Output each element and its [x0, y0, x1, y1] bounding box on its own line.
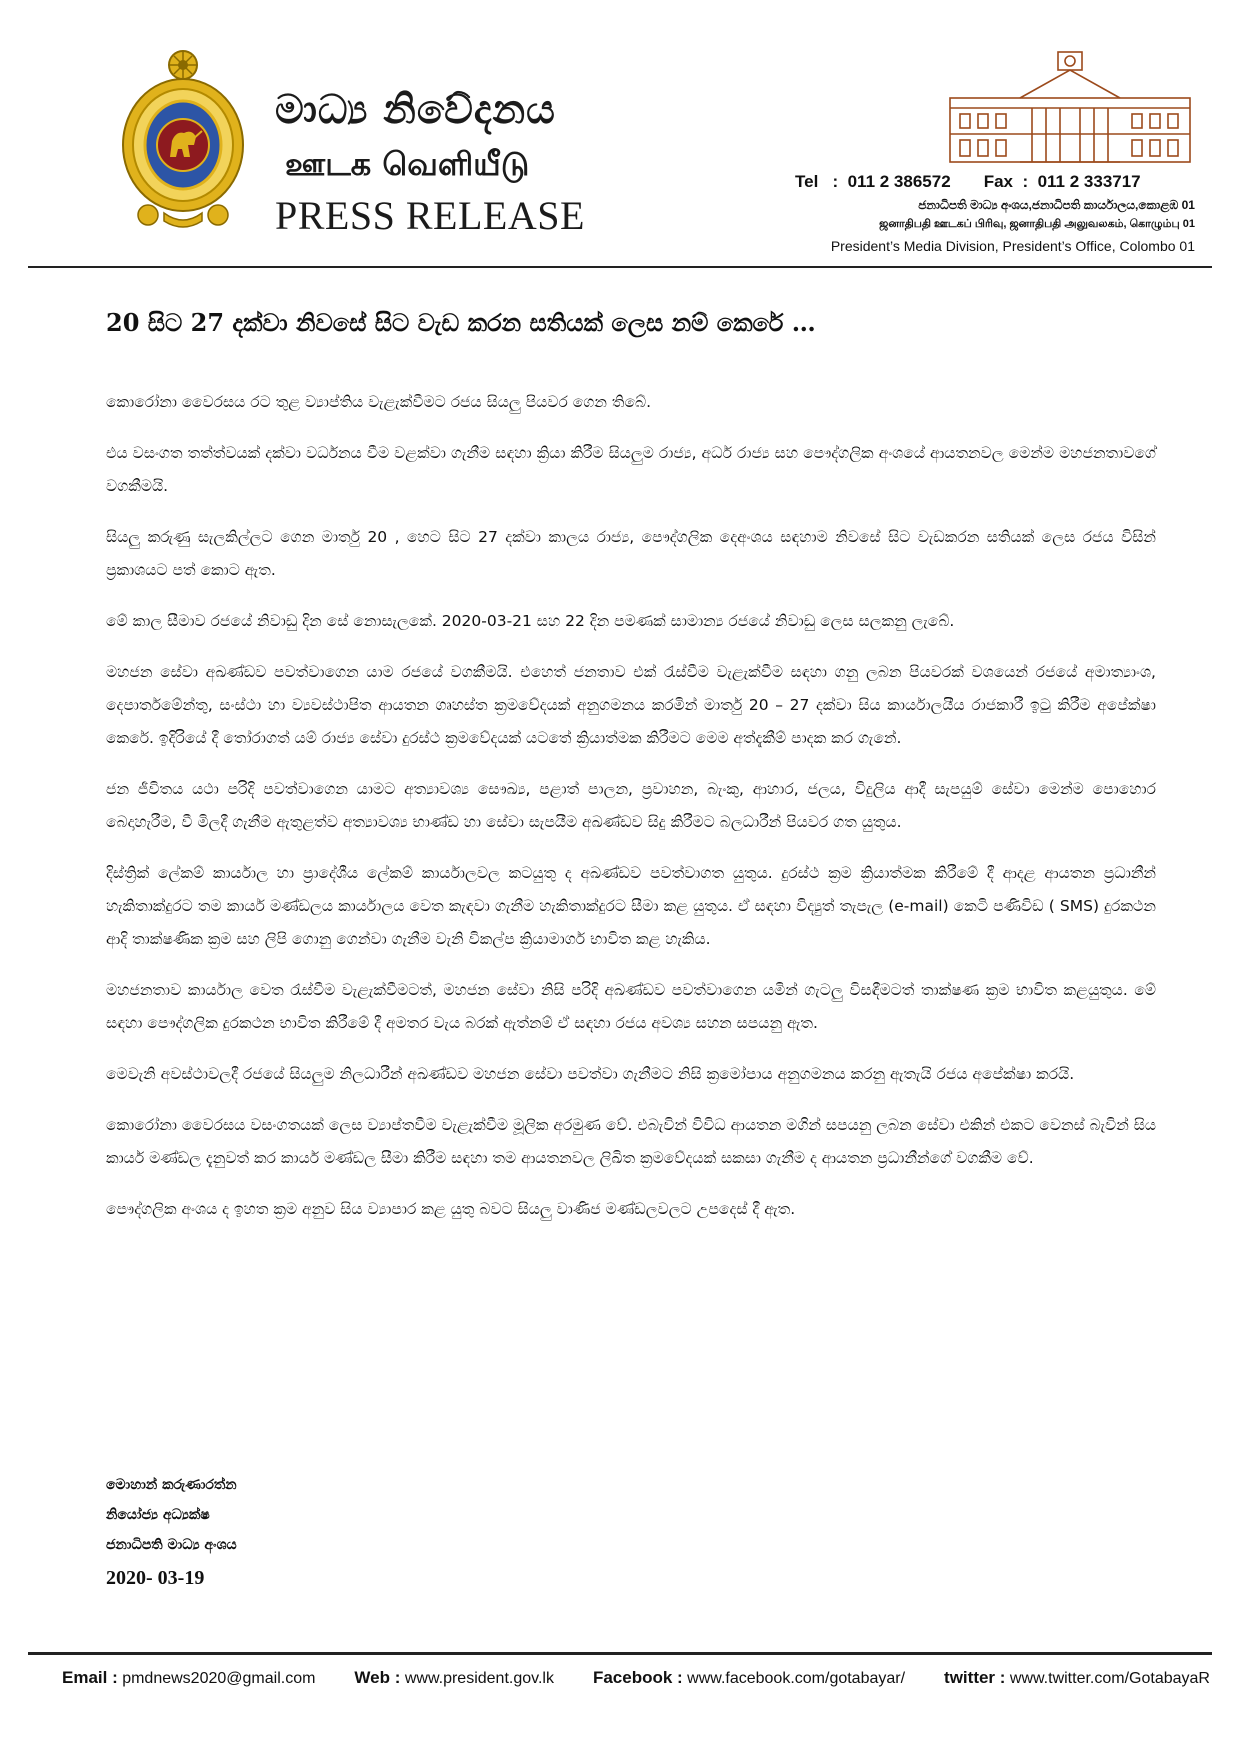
paragraph: කොරෝනා වෛරසය වසංගතයක් ලෙස ව්‍යාප්තවීම වැළැක්වීම මූලික අරමුණ වේ. එබැවින් විවිධ ආයතන මගින් සපයනු ලබන සේවා එකින් එකට වෙනස් බැවින් සිය කාර්ය මණ්ඩල දැනුවත් කර කාර්ය මණ්ඩල සීමා කිරීම සඳහා තම ආයතනවල ලිඛිත ක්‍රමවේදයක් සකසා ගැනීම ද ආයතන ප්‍රධානීන්ගේ වගකීම වේ. — [106, 1116, 1156, 1167]
signatory-office: ජනාධිපති මාධ්‍ය අංශය — [106, 1537, 237, 1553]
signatory-title: නියෝජ්‍ය අධ්‍යක්ෂ — [106, 1507, 210, 1523]
paragraph: දිස්ත්‍රික් ලේකම් කාර්යාල හා ප්‍රාදේශීය ලේකම් කාර්යාලවල කටයුතු ද අඛණ්ඩව පවත්වාගත යුතුය. දුරස්ථ ක්‍රම ක්‍රියාත්මක කිරීමේ දී ආදළ ආයතන ප්‍රධානීන් හැකිතාක්දුරට තම කාර්ය මණ්ඩලය කාර්යාලය වෙත කැඳවා ගැනීම හැකිතාක්දුරට සීමා කළ යුතුය. ඒ සඳහා විද්‍යුත් තැපැල (e-mail) කෙටි පණිවිඩ ( SMS) දුරකථන ආදි තාක්ෂණික ක්‍රම සහ ලිපි ගොනු ගෙන්වා ගැනීම වැනි විකල්ප ක්‍රියාමාර්ග භාවිත කළ හැකිය. — [106, 864, 1156, 948]
signature-block — [106, 1470, 237, 1560]
press-release-body — [106, 386, 1156, 1244]
contact-block — [795, 172, 1195, 254]
office-address-english: President’s Media Division, President’s Office, Colombo 01 — [830, 238, 1195, 254]
header-divider — [28, 266, 1212, 268]
phone-fax-line: Tel : 011 2 386572 Fax : 011 2 333717 — [795, 172, 1141, 191]
title-tamil: ஊடக வெளியீடு — [285, 145, 530, 183]
footer-email — [62, 1668, 315, 1688]
office-address-sinhala: ජනාධිපති මාධ්‍ය අංශය,ජනාධිපති කාර්යාලය,කොළඹ 01 — [918, 198, 1195, 212]
footer-divider — [28, 1652, 1212, 1655]
fax-value: 011 2 333717 — [1037, 172, 1141, 191]
tel-label: Tel — [795, 172, 819, 191]
tel-value: 011 2 386572 — [847, 172, 951, 191]
masthead-titles — [275, 87, 585, 238]
facebook-link[interactable]: www.facebook.com/gotabayar/ — [687, 1670, 906, 1687]
headline: 20 සිට 27 දක්වා නිවසේ සිට වැඩ කරන සතියක් ලෙස නම් කෙරේ … — [106, 308, 816, 337]
title-english: PRESS RELEASE — [275, 193, 585, 238]
fax-label: Fax — [983, 172, 1014, 191]
title-sinhala: මාධ්‍ය නිවේදනය — [275, 87, 556, 133]
release-date: 2020- 03-19 — [106, 1567, 205, 1589]
signatory-name: මොහාන් කරුණාරත්න — [106, 1477, 237, 1493]
paragraph: එය වසංගත තත්ත්වයක් දක්වා වර්ධනය වීම වළක්වා ගැනීම සඳහා ක්‍රියා කිරීම සියලුම රාජ්‍ය, අර්ධ රාජ්‍ය සහ පෞද්ගලික අංශයේ ආයතනවල මෙන්ම මහජනතාවගේ වගකීමයි. — [106, 444, 1156, 495]
web-label: Web : — [354, 1668, 401, 1687]
sri-lanka-emblem-icon — [118, 45, 248, 235]
office-address-tamil: ஜனாதிபதி ஊடகப் பிரிவு, ஜனாதிபதி அலுவலகம், கொழும்பு 01 — [879, 218, 1195, 230]
paragraph: මේ කාල සීමාව රජයේ නිවාඩු දින සේ නොසැලකේ. 2020-03-21 සහ 22 දින පමණක් සාමාන්‍ය රජයේ නිවාඩු ලෙස සලකනු ලැබේ. — [106, 612, 955, 630]
facebook-label: Facebook : — [592, 1668, 683, 1687]
footer-contacts — [62, 1668, 1210, 1688]
footer-facebook — [593, 1668, 905, 1688]
footer-twitter — [944, 1668, 1210, 1688]
presidents-office-building-icon — [940, 48, 1200, 166]
footer-web — [354, 1668, 554, 1688]
email-link[interactable]: pmdnews2020@gmail.com — [122, 1670, 316, 1687]
email-label: Email : — [62, 1668, 118, 1687]
paragraph: කොරෝනා වෛරසය රට තුළ ව්‍යාප්තිය වැළැක්වීමට රජය සියලු පියවර ගෙන තිබේ. — [106, 393, 652, 411]
paragraph: මහජන සේවා අඛණ්ඩව පවත්වාගෙන යාම රජයේ වගකීමයි. එහෙත් ජනතාව එක් රැස්වීම වැළැක්වීම සඳහා ගනු ලබන පියවරක් වශයෙන් රජයේ අමාත්‍යාංශ, දෙපාර්තමේන්තු, සංස්ථා හා ව්‍යවස්ථාපිත ආයතන ගෘහස්ත ක්‍රමවේදයක් අනුගමනය කරමින් මාර්තු 20 – 27 දක්වා සිය කාර්යාලයීය රාජකාරී ඉටු කිරීම අපේක්ෂා කෙරේ. ඉදිරියේ දී තෝරාගත් යම් රාජ්‍ය සේවා දුරස්ථ ක්‍රමවේදයක් යටතේ ක්‍රියාත්මක කිරීමට මෙම අත්දැකීම් පාදක කර ගැනේ. — [106, 663, 1156, 747]
paragraph: මහජනතාව කාර්යාල වෙත රැස්වීම වැළැක්වීමටත්, මහජන සේවා නිසි පරිදි අඛණ්ඩව පවත්වාගෙන යමින් ගැටලු විසඳීමටත් තාක්ෂණ ක්‍රම භාවිත කළයුතුය. මේ සඳහා පෞද්ගලික දුරකථන භාවිත කිරීමේ දී අමතර වැය බරක් ඇත්නම් ඒ සඳහා රජය අවශ්‍ය සහන සපයනු ඇත. — [106, 981, 1156, 1032]
twitter-link[interactable]: www.twitter.com/GotabayaR — [1009, 1670, 1210, 1687]
twitter-label: twitter : — [944, 1668, 1006, 1687]
paragraph: සියලු කරුණු සැලකිල්ලට ගෙන මාර්තු 20 , හෙට සිට 27 දක්වා කාලය රාජ්‍ය, පෞද්ගලික දෙඅංශය සඳහාම නිවසේ සිට වැඩකරන සතියක් ලෙස රජය විසින් ප්‍රකාශයට පත් කොට ඇත. — [106, 528, 1156, 579]
paragraph: මෙවැනි අවස්ථාවලදී රජයේ සියලුම නිලධාරීන් අඛණ්ඩව මහජන සේවා පවත්වා ගැනීමට නිසි ක්‍රමෝපාය අනුගමනය කරනු ඇතැයි රජය අපේක්ෂා කරයි. — [106, 1065, 1075, 1083]
paragraph: ජන ජීවිතය යථා පරිදි පවත්වාගෙන යාමට අත්‍යාවශ්‍ය සෞඛ්‍ය, පළාත් පාලන, ප්‍රවාහන, බැංකු, ආහාර, ජලය, විදුලිය ආදී සැපයුම් සේවා මෙන්ම පොහොර බෙදාහැරීම, වී මිලදී ගැනීම ඇතුළත්ව අත්‍යාවශ්‍ය භාණ්ඩ හා සේවා සැපයීම අඛණ්ඩව සිදු කිරීමට බලධාරීන් පියවර ගත යුතුය. — [106, 780, 1156, 831]
paragraph: පෞද්ගලික අංශය ද ඉහත ක්‍රම අනුව සිය ව්‍යාපාර කළ යුතු බවට සියලු වාණිජ මණ්ඩලවලට උපදෙස් දී ඇත. — [106, 1200, 796, 1218]
web-link[interactable]: www.president.gov.lk — [404, 1670, 554, 1687]
